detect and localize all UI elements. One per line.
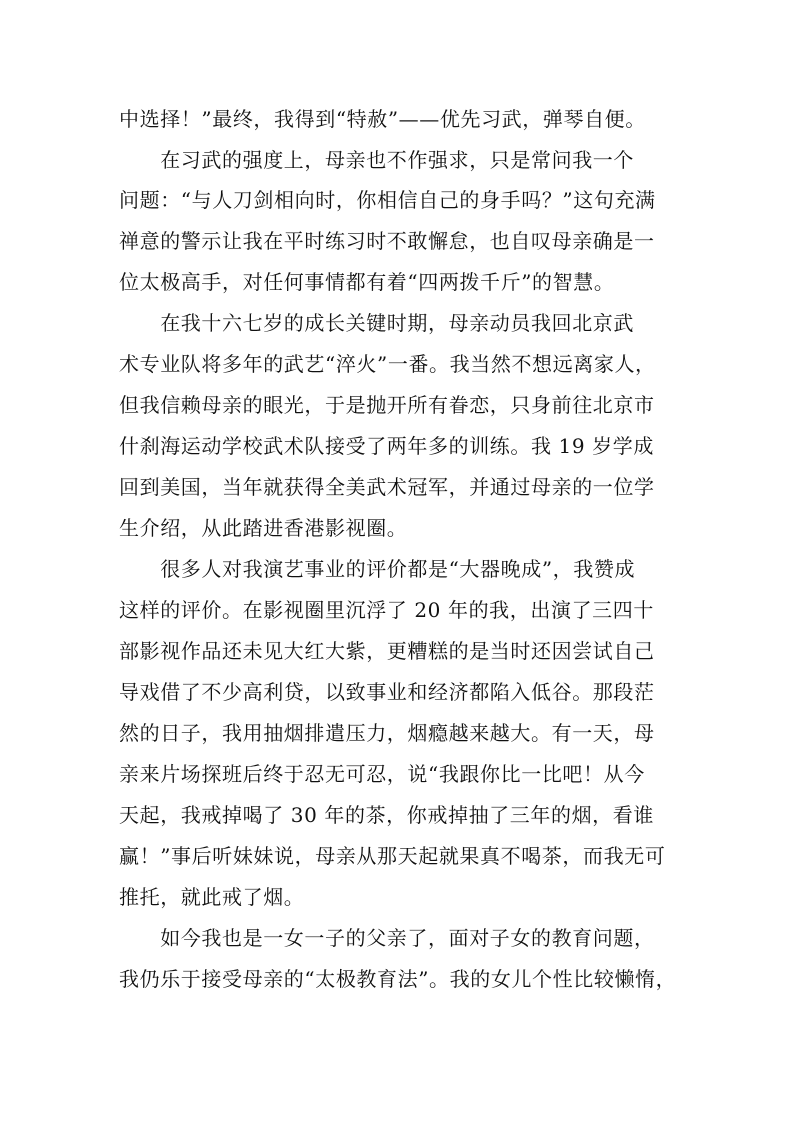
- text-line: 禅意的警示让我在平时练习时不敢懈怠，也自叹母亲确是一: [119, 229, 655, 253]
- text-line: 回到美国，当年就获得全美武术冠军，并通过母亲的一位学: [119, 475, 655, 499]
- text-line: 这样的评价。在影视圈里沉浮了 20 年的我，出演了三四十: [119, 598, 654, 622]
- text-line: 位太极高手，对任何事情都有着“四两拨千斤”的智慧。: [119, 270, 615, 294]
- text-line: 问题：“与人刀剑相向时，你相信自己的身手吗？”这句充满: [119, 188, 656, 212]
- paragraph-start-line: 如今我也是一女一子的父亲了，面对子女的教育问题，: [119, 926, 655, 950]
- paragraph-start-line: 很多人对我演艺事业的评价都是“大器晚成”，我赞成: [119, 557, 636, 581]
- text-line: 我仍乐于接受母亲的“太极教育法”。我的女儿个性比较懒惰，: [119, 967, 677, 991]
- text-line: 然的日子，我用抽烟排遣压力，烟瘾越来越大。有一天，母: [119, 721, 655, 745]
- text-line: 亲来片场探班后终于忍无可忍，说“我跟你比一比吧！从今: [119, 762, 645, 786]
- paragraph-start-line: 在我十六七岁的成长关键时期，母亲动员我回北京武: [119, 311, 634, 335]
- text-line: 什刹海运动学校武术队接受了两年多的训练。我 19 岁学成: [119, 434, 654, 458]
- text-line: 推托，就此戒了烟。: [119, 885, 305, 909]
- text-line: 部影视作品还未见大红大紫，更糟糕的是当时还因尝试自己: [119, 639, 655, 663]
- text-line: 天起，我戒掉喝了 30 年的茶，你戒掉抽了三年的烟，看谁: [119, 803, 654, 827]
- text-line: 导戏借了不少高利贷，以致事业和经济都陷入低谷。那段茫: [119, 680, 655, 704]
- text-line: 术专业队将多年的武艺“淬火”一番。我当然不想远离家人，: [119, 352, 656, 376]
- text-line: 中选择！”最终，我得到“特赦”——优先习武，弹琴自便。: [119, 107, 646, 131]
- text-line: 但我信赖母亲的眼光，于是抛开所有眷恋，只身前往北京市: [119, 393, 655, 417]
- paragraph-start-line: 在习武的强度上，母亲也不作强求，只是常问我一个: [119, 148, 634, 172]
- text-line: 赢！”事后听妹妹说，母亲从那天起就果真不喝茶，而我无可: [119, 844, 666, 868]
- text-line: 生介绍，从此踏进香港影视圈。: [119, 516, 408, 540]
